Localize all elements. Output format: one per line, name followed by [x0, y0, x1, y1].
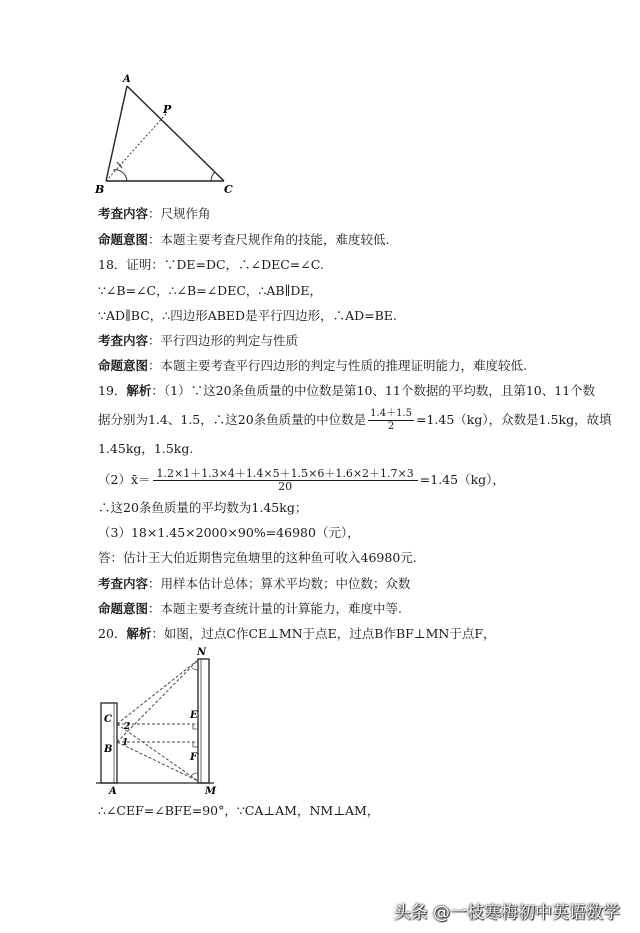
- right-angle-e: [193, 724, 198, 729]
- q19-line7: 答：估计王大伯近期售完鱼塘里的这种鱼可收入46980元.: [98, 550, 417, 565]
- mean-fraction-numerator: 1.2×1＋1.3×4＋1.4×5＋1.5×6＋1.6×2＋1.7×3: [153, 468, 418, 481]
- label-angle-2: 2: [124, 722, 131, 732]
- q19-line4-a: （2）x̄＝: [98, 472, 151, 487]
- q19-line3: 1.45kg，1.5kg.: [98, 441, 194, 456]
- label-e: E: [190, 710, 198, 721]
- q19-content-text: ：用样本估计总体；算术平均数；中位数；众数: [148, 576, 411, 591]
- arc-angle-m: [191, 773, 198, 776]
- right-angle-f: [193, 742, 198, 747]
- label-a2: A: [109, 786, 117, 797]
- q18-content-text: ：平行四边形的判定与性质: [148, 333, 299, 348]
- q19-number: 19．: [98, 383, 127, 398]
- line-cm: [117, 724, 198, 781]
- q19-line2-a: 据分别为1.4、1.5，∴这20条鱼质量的中位数是: [98, 412, 367, 427]
- q19-intent-label: 命题意图: [98, 601, 149, 616]
- label-a: A: [123, 74, 131, 85]
- line-bm: [117, 742, 198, 781]
- q19-content-label: 考查内容: [98, 576, 149, 591]
- q20-jiexi: 解析: [126, 626, 152, 641]
- q19-line4-b: =1.45（kg），: [419, 472, 505, 487]
- median-fraction-denominator: 2: [387, 421, 395, 432]
- watermark: 头条 @一枝寒梅初中英语数学: [393, 903, 620, 923]
- q19-line5: ∴这20条鱼质量的平均数为1.45kg；: [98, 500, 308, 515]
- q18-intent-text: ：本题主要考查平行四边形的判定与性质的推理证明能力，难度较低.: [148, 358, 527, 373]
- median-fraction-numerator: 1.4＋1.5: [370, 408, 412, 419]
- right-building: [198, 659, 209, 783]
- q18-content-label: 考查内容: [98, 333, 149, 348]
- q18-line2: ∵∠B=∠C，∴∠B=∠DEC，∴AB∥DE，: [98, 283, 322, 298]
- q18-line3: ∵AD∥BC，∴四边形ABED是平行四边形，∴AD=BE.: [98, 308, 397, 323]
- q20-number: 20．: [98, 626, 127, 641]
- q19-jiexi: 解析: [126, 383, 152, 398]
- q17-intent-label: 命题意图: [98, 232, 149, 247]
- label-angle-1: 1: [122, 738, 129, 748]
- q18-intent-label: 命题意图: [98, 358, 149, 373]
- label-b2: B: [104, 744, 113, 755]
- line-cn: [117, 660, 198, 724]
- q18-line1: 18．证明：∵DE=DC，∴∠DEC=∠C.: [98, 257, 324, 272]
- q17-content-text: ：尺规作角: [148, 206, 211, 221]
- mean-fraction-denominator: 20: [278, 480, 293, 493]
- label-p: P: [163, 103, 172, 116]
- q19-intent-text: ：本题主要考查统计量的计算能力，难度中等.: [148, 601, 402, 616]
- q20-line1-text: ：如图，过点C作CE⊥MN于点E，过点B作BF⊥MN于点F，: [151, 626, 496, 641]
- label-f: F: [190, 752, 198, 763]
- label-c2: C: [104, 714, 112, 725]
- q17-intent-text: ：本题主要考查尺规作角的技能，难度较低.: [148, 232, 390, 247]
- label-b: B: [95, 183, 105, 196]
- q19-line1-text: ：（1）∵这20条鱼质量的中位数是第10、11个数据的平均数，且第10、11个数: [151, 383, 596, 398]
- label-m: M: [205, 786, 217, 797]
- label-c: C: [224, 183, 233, 196]
- q20-last-line: ∴∠CEF=∠BFE=90°，∵CA⊥AM，NM⊥AM，: [98, 803, 380, 818]
- q19-line6: （3）18×1.45×2000×90%=46980（元），: [98, 525, 360, 540]
- q17-content-label: 考查内容: [98, 206, 149, 221]
- label-n: N: [197, 647, 207, 658]
- q19-line2-b: =1.45（kg），众数是1.5kg，故填: [415, 412, 612, 427]
- arc-angle-n: [192, 668, 198, 670]
